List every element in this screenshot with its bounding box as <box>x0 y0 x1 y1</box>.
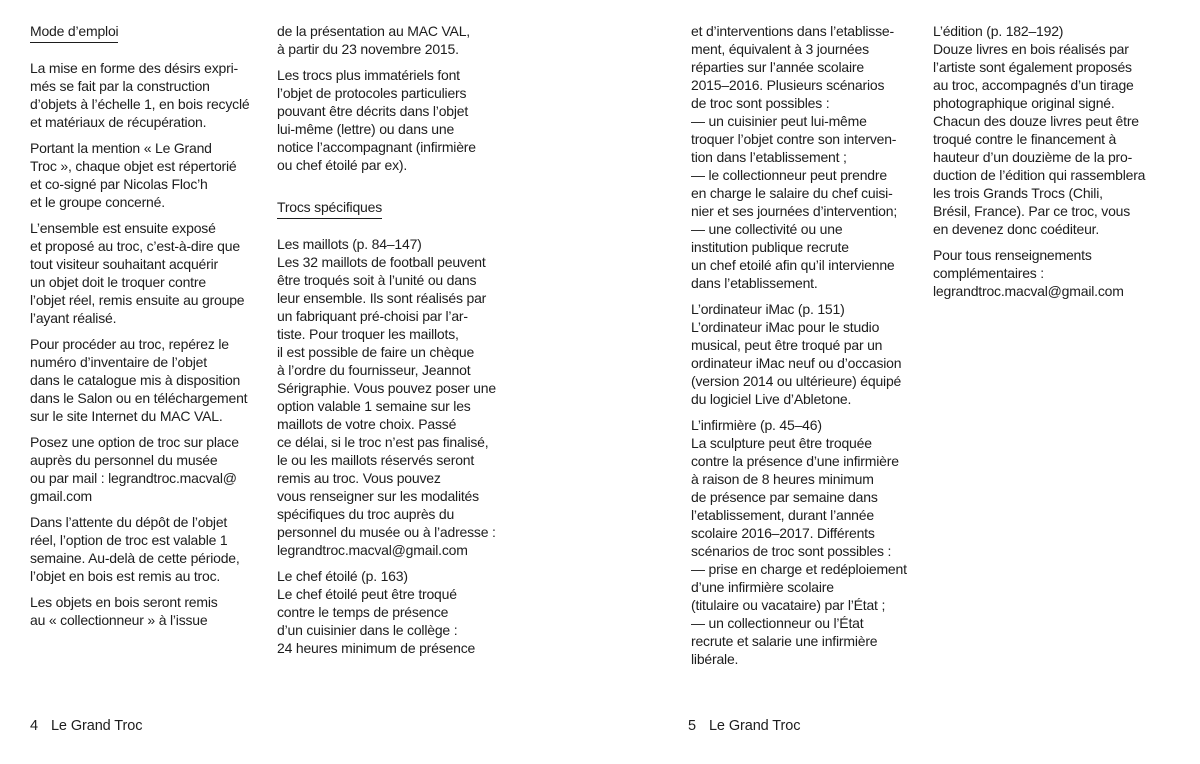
paragraph <box>30 59 278 131</box>
text-line: auprès du personnel du musée <box>30 452 218 468</box>
paragraph <box>277 66 525 174</box>
text-line: leur ensemble. Ils sont réalisés par <box>277 290 487 306</box>
text-line: les trois Grands Trocs (Chili, <box>933 185 1103 201</box>
text-line: ou chef étoilé par ex). <box>277 157 408 173</box>
text-line: remis au troc. Vous pouvez <box>277 470 441 486</box>
text-line: en devenez donc coéditeur. <box>933 221 1100 237</box>
text-line: du logiciel Live d’Abletone. <box>691 391 852 407</box>
text-line: complémentaires : <box>933 265 1044 281</box>
text-line: L’ordinateur iMac pour le studio <box>691 319 880 335</box>
text-line: l’objet réel, remis ensuite au groupe <box>30 292 245 308</box>
text-line: à partir du 23 novembre 2015. <box>277 41 459 57</box>
text-line: Le chef étoilé (p. 163) <box>277 568 408 584</box>
text-line: un objet doit le troquer contre <box>30 274 206 290</box>
text-line: Les objets en bois seront remis <box>30 594 218 610</box>
heading-text: Mode d’emploi <box>30 22 118 43</box>
paragraph <box>30 513 278 585</box>
text-line: Pour tous renseignements <box>933 247 1092 263</box>
text-line: l’etablissement, durant l’année <box>691 507 874 523</box>
text-line: Pour procéder au troc, repérez le <box>30 336 229 352</box>
text-line: Brésil, France). Par ce troc, vous <box>933 203 1131 219</box>
text-column <box>691 22 939 676</box>
text-line: au troc, accompagnés d’un tirage <box>933 77 1134 93</box>
text-line: Sérigraphie. Vous pouvez poser une <box>277 380 496 396</box>
text-line: institution publique recrute <box>691 239 849 255</box>
page-footer <box>30 717 142 735</box>
text-line: il est possible de faire un chèque <box>277 344 475 360</box>
text-line: — prise en charge et redéploiement <box>691 561 907 577</box>
text-line: de présence par semaine dans <box>691 489 878 505</box>
text-line: d’un cuisinier dans le collège : <box>277 622 458 638</box>
text-line: ordinateur iMac neuf ou d’occasion <box>691 355 902 371</box>
text-line: être troqués soit à l’unité ou dans <box>277 272 477 288</box>
section-heading <box>277 198 525 219</box>
paragraph <box>277 22 525 58</box>
text-line: L’ensemble est ensuite exposé <box>30 220 216 236</box>
text-line: — le collectionneur peut prendre <box>691 167 887 183</box>
text-line: libérale. <box>691 651 739 667</box>
text-line: vous renseigner sur les modalités <box>277 488 479 504</box>
text-line: au « collectionneur » à l’issue <box>30 612 208 628</box>
paragraph <box>691 300 939 408</box>
text-line: recrute et salarie une infirmière <box>691 633 878 649</box>
text-line: tout visiteur souhaitant acquérir <box>30 256 218 272</box>
text-line: L’ordinateur iMac (p. 151) <box>691 301 845 317</box>
text-line: semaine. Au-delà de cette période, <box>30 550 240 566</box>
text-line: dans l’etablissement. <box>691 275 818 291</box>
text-line: scénarios de troc sont possibles : <box>691 543 892 559</box>
text-line: réparties sur l’année scolaire <box>691 59 864 75</box>
paragraph <box>933 246 1181 300</box>
text-line: d’une infirmière scolaire <box>691 579 834 595</box>
text-line: et proposé au troc, c’est-à-dire que <box>30 238 240 254</box>
text-column <box>30 22 278 637</box>
text-line: tion dans l’etablissement ; <box>691 149 847 165</box>
text-line: tiste. Pour troquer les maillots, <box>277 326 459 342</box>
paragraph <box>691 416 939 668</box>
text-line: Les 32 maillots de football peuvent <box>277 254 486 270</box>
text-line: Les maillots (p. 84–147) <box>277 236 422 252</box>
text-line: duction de l’édition qui rassemblera <box>933 167 1146 183</box>
text-line: dans le catalogue mis à disposition <box>30 372 241 388</box>
text-line: d’objets à l’échelle 1, en bois recyclé <box>30 96 250 112</box>
page-5 <box>600 0 1200 764</box>
text-line: Les trocs plus immatériels font <box>277 67 460 83</box>
text-line: Portant la mention « Le Grand <box>30 140 212 156</box>
text-line: de la présentation au MAC VAL, <box>277 23 470 39</box>
text-line: Dans l’attente du dépôt de l’objet <box>30 514 228 530</box>
paragraph <box>277 567 525 657</box>
text-line: — une collectivité ou une <box>691 221 843 237</box>
text-line: gmail.com <box>30 488 92 504</box>
text-line: nier et ses journées d’intervention; <box>691 203 898 219</box>
text-line: sur le site Internet du MAC VAL. <box>30 408 223 424</box>
text-line: de troc sont possibles : <box>691 95 830 111</box>
text-line: maillots de votre choix. Passé <box>277 416 457 432</box>
text-line: en charge le salaire du chef cuisi- <box>691 185 893 201</box>
text-column <box>277 22 525 665</box>
page-number: 4 <box>30 718 38 734</box>
text-line: l’objet de protocoles particuliers <box>277 85 467 101</box>
paragraph <box>933 22 1181 238</box>
text-line: dans le Salon ou en téléchargement <box>30 390 248 406</box>
text-line: contre la présence d’une infirmière <box>691 453 899 469</box>
text-line: — un cuisinier peut lui-même <box>691 113 867 129</box>
text-line: le ou les maillots réservés seront <box>277 452 475 468</box>
text-line: et co-signé par Nicolas Floc’h <box>30 176 208 192</box>
text-line: un fabriquant pré-choisi par l’ar- <box>277 308 468 324</box>
heading-text: Trocs spécifiques <box>277 198 382 219</box>
paragraph <box>691 22 939 292</box>
text-line: et matériaux de récupération. <box>30 114 207 130</box>
text-line: La mise en forme des désirs expri- <box>30 60 238 76</box>
text-line: option valable 1 semaine sur les <box>277 398 471 414</box>
text-line: à raison de 8 heures minimum <box>691 471 874 487</box>
page-footer <box>688 717 800 735</box>
text-line: troqué contre le financement à <box>933 131 1117 147</box>
text-line: La sculpture peut être troquée <box>691 435 872 451</box>
text-line: l’ayant réalisé. <box>30 310 117 326</box>
text-line: ce délai, si le troc n’est pas finalisé, <box>277 434 489 450</box>
text-line: Douze livres en bois réalisés par <box>933 41 1129 57</box>
page-number: 5 <box>688 718 696 734</box>
paragraph <box>30 433 278 505</box>
text-line: personnel du musée ou à l’adresse : <box>277 524 496 540</box>
text-line: réel, l’option de troc est valable 1 <box>30 532 228 548</box>
text-line: Chacun des douze livres peut être <box>933 113 1139 129</box>
running-title: Le Grand Troc <box>50 718 143 734</box>
text-line: 24 heures minimum de présence <box>277 640 476 656</box>
text-line: Le chef étoilé peut être troqué <box>277 586 457 602</box>
text-line: L’édition (p. 182–192) <box>933 23 1064 39</box>
paragraph <box>277 235 525 559</box>
text-line: contre le temps de présence <box>277 604 449 620</box>
text-line: spécifiques du troc auprès du <box>277 506 455 522</box>
text-line: (titulaire ou vacataire) par l’État ; <box>691 597 886 613</box>
running-title: Le Grand Troc <box>708 718 801 734</box>
text-line: hauteur d’un douzième de la pro- <box>933 149 1133 165</box>
text-line: legrandtroc.macval@gmail.com <box>277 542 468 558</box>
text-line: un chef etoilé afin qu’il intervienne <box>691 257 895 273</box>
text-line: et le groupe concerné. <box>30 194 165 210</box>
text-line: troquer l’objet contre son interven- <box>691 131 897 147</box>
text-line: ou par mail : legrandtroc.macval@ <box>30 470 237 486</box>
text-line: 2015–2016. Plusieurs scénarios <box>691 77 885 93</box>
paragraph <box>30 219 278 327</box>
text-line: lui-même (lettre) ou dans une <box>277 121 455 137</box>
section-heading <box>30 22 278 43</box>
text-line: Posez une option de troc sur place <box>30 434 239 450</box>
text-line: l’objet en bois est remis au troc. <box>30 568 221 584</box>
text-line: pouvant être décrits dans l’objet <box>277 103 469 119</box>
text-column <box>933 22 1181 308</box>
text-line: l’artiste sont également proposés <box>933 59 1132 75</box>
paragraph <box>30 335 278 425</box>
text-line: notice l’accompagnant (infirmière <box>277 139 476 155</box>
text-line: et d’interventions dans l’etablisse- <box>691 23 894 39</box>
text-line: à l’ordre du fournisseur, Jeannot <box>277 362 471 378</box>
text-line: ment, équivalent à 3 journées <box>691 41 869 57</box>
paragraph <box>30 593 278 629</box>
text-line: L’infirmière (p. 45–46) <box>691 417 822 433</box>
text-line: musical, peut être troqué par un <box>691 337 883 353</box>
paragraph <box>30 139 278 211</box>
text-line: scolaire 2016–2017. Différents <box>691 525 875 541</box>
text-line: photographique original signé. <box>933 95 1115 111</box>
text-line: numéro d’inventaire de l’objet <box>30 354 207 370</box>
text-line: més se fait par la construction <box>30 78 210 94</box>
text-line: legrandtroc.macval@gmail.com <box>933 283 1124 299</box>
text-line: Troc », chaque objet est répertorié <box>30 158 237 174</box>
text-line: (version 2014 ou ultérieure) équipé <box>691 373 902 389</box>
text-line: — un collectionneur ou l’État <box>691 615 864 631</box>
